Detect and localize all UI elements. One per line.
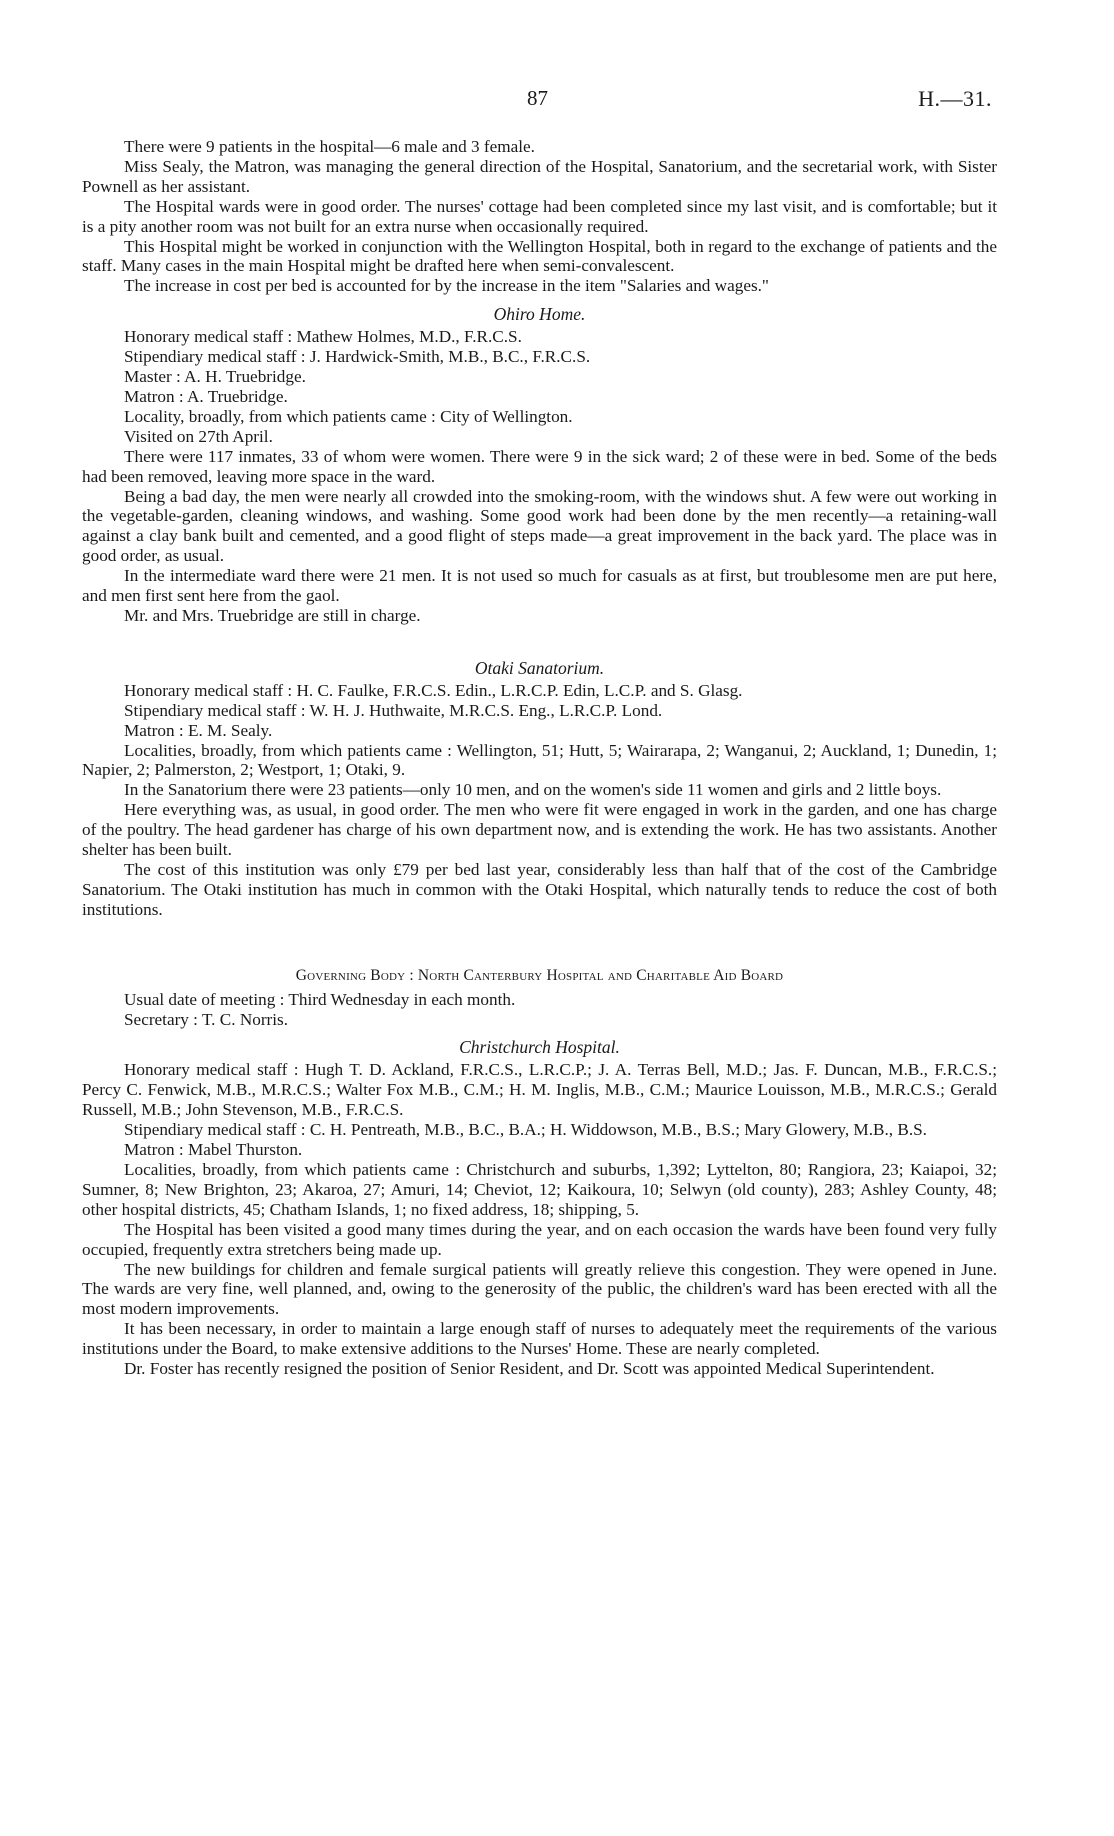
stipendiary-staff: Stipendiary medical staff : J. Hardwick-Smith, M.B., B.C., F.R.C.S. (124, 347, 591, 367)
secretary: Secretary : T. C. Norris. (124, 1009, 289, 1029)
paragraph: Mr. and Mrs. Truebridge are still in charge. (124, 605, 421, 625)
localities: Localities, broadly, from which patients came : Christchurch and suburbs, 1,392; Lyttelton, 80; Rangiora, 23; Kaiapoi, 32; Sumner, 8; New Brighton, 23; Akaroa, 27; Amuri, 14; Cheviot, 12; Kaikoura, 10; Selwyn (old county), 283; Ashley County, 48; other hospital districts, 45; Chatham Islands, 1; no fixed address, 18; shipping, 5. (82, 1159, 997, 1219)
paragraph: There were 117 inmates, 33 of whom were women. There were 9 in the sick ward; 2 of these were in bed. Some of the beds had been removed, leaving more space in the ward. (82, 446, 997, 486)
section-title-christchurch-hospital: Christchurch Hospital. (459, 1037, 620, 1058)
paragraph: Miss Sealy, the Matron, was managing the general direction of the Hospital, Sanatorium, and the secretarial work, with Sister Pownell as her assistant. (82, 156, 997, 196)
master: Master : A. H. Truebridge. (124, 367, 306, 387)
page-number: 87 (527, 86, 548, 110)
governing-body-heading: Governing Body : North Canterbury Hospital and Charitable Aid Board (295, 966, 784, 984)
paragraph: Here everything was, as usual, in good order. The men who were fit were engaged in work in the garden, and one has charge of the poultry. The head gardener has charge of his own department now, and is extending the work. He has two assistants. Another shelter has been built. (82, 800, 997, 860)
paragraph: The increase in cost per bed is accounted for by the increase in the item "Salaries and wages." (124, 276, 769, 296)
paragraph: The cost of this institution was only £79 per bed last year, considerably less than half that of the cost of the Cambridge Sanatorium. The Otaki institution has much in common with the Otaki Hospital, which naturally tends to reduce the cost of both institutions. (82, 860, 997, 919)
paragraph: Dr. Foster has recently resigned the position of Senior Resident, and Dr. Scott was appointed Medical Superintendent. (124, 1359, 935, 1379)
honorary-staff: Honorary medical staff : Hugh T. D. Ackland, F.R.C.S., L.R.C.P.; J. A. Terras Bell, M.D.; Jas. F. Duncan, M.B., F.R.C.S.; Percy C. Fenwick, M.B., M.R.C.S.; Walter Fox M.B., C.M.; H. M. Inglis, M.B., C.M.; Maurice Louisson, M.B., M.R.C.S.; Gerald Russell, M.B.; John Stevenson, M.B., F.R.C.S. (82, 1060, 997, 1120)
paragraph: The Hospital wards were in good order. The nurses' cottage had been completed since my last visit, and is comfortable; but it is a pity another room was not built for an extra nurse when occasionally required. (82, 196, 997, 236)
meeting-date: Usual date of meeting : Third Wednesday in each month. (124, 989, 516, 1009)
matron: Matron : E. M. Sealy. (124, 720, 273, 740)
page-body (82, 137, 997, 1379)
paragraph: The new buildings for children and female surgical patients will greatly relieve this congestion. They were opened in June. The wards are very fine, well planned, and, owing to the generosity of the public, the children's ward has been erected with all the most modern improvements. (82, 1259, 997, 1319)
document-reference: H.—31. (918, 86, 992, 111)
paragraph: The Hospital has been visited a good many times during the year, and on each occasion the wards have been found very fully occupied, frequently extra stretchers being made up. (82, 1219, 997, 1259)
visit-date: Visited on 27th April. (124, 426, 273, 446)
paragraph: This Hospital might be worked in conjunction with the Wellington Hospital, both in regard to the exchange of patients and the staff. Many cases in the main Hospital might be drafted here when semi-convalescent. (82, 236, 997, 276)
matron: Matron : A. Truebridge. (124, 386, 288, 406)
paragraph: In the intermediate ward there were 21 men. It is not used so much for casuals as at first, but troublesome men are put here, and men first sent here from the gaol. (82, 566, 997, 606)
honorary-staff: Honorary medical staff : Mathew Holmes, M.D., F.R.C.S. (124, 327, 522, 347)
stipendiary-staff: Stipendiary medical staff : W. H. J. Huthwaite, M.R.C.S. Eng., L.R.C.P. Lond. (124, 700, 663, 720)
paragraph: Being a bad day, the men were nearly all crowded into the smoking-room, with the windows shut. A few were out working in the vegetable-garden, cleaning windows, and washing. Some good work had been done by the men recently—a retaining-wall against a clay bank built and cemented, and a good flight of steps made—a great improvement in the back yard. The place was in good order, as usual. (82, 486, 997, 566)
locality: Locality, broadly, from which patients came : City of Wellington. (124, 406, 573, 426)
stipendiary-staff: Stipendiary medical staff : C. H. Pentreath, M.B., B.C., B.A.; H. Widdowson, M.B., B.S.; Mary Glowery, M.B., B.S. (124, 1120, 927, 1140)
section-spacer (82, 626, 997, 650)
paragraph: It has been necessary, in order to maintain a large enough staff of nurses to adequately meet the requirements of the various institutions under the Board, to make extensive additions to the Nurses' Home. These are nearly completed. (82, 1319, 997, 1359)
matron: Matron : Mabel Thurston. (124, 1140, 303, 1160)
honorary-staff: Honorary medical staff : H. C. Faulke, F.R.C.S. Edin., L.R.C.P. Edin, L.C.P. and S. Glasg. (124, 680, 743, 700)
section-title-otaki-sanatorium: Otaki Sanatorium. (474, 657, 605, 678)
localities: Localities, broadly, from which patients came : Wellington, 51; Hutt, 5; Wairarapa, 2; Wanganui, 2; Auckland, 1; Dunedin, 1; Napier, 2; Palmerston, 2; Westport, 1; Otaki, 9. (82, 740, 997, 780)
paragraph: In the Sanatorium there were 23 patients—only 10 men, and on the women's side 11 women and girls and 2 little boys. (124, 780, 942, 800)
section-title-ohiro-home: Ohiro Home. (493, 304, 586, 325)
paragraph: There were 9 patients in the hospital—6 male and 3 female. (124, 137, 535, 156)
